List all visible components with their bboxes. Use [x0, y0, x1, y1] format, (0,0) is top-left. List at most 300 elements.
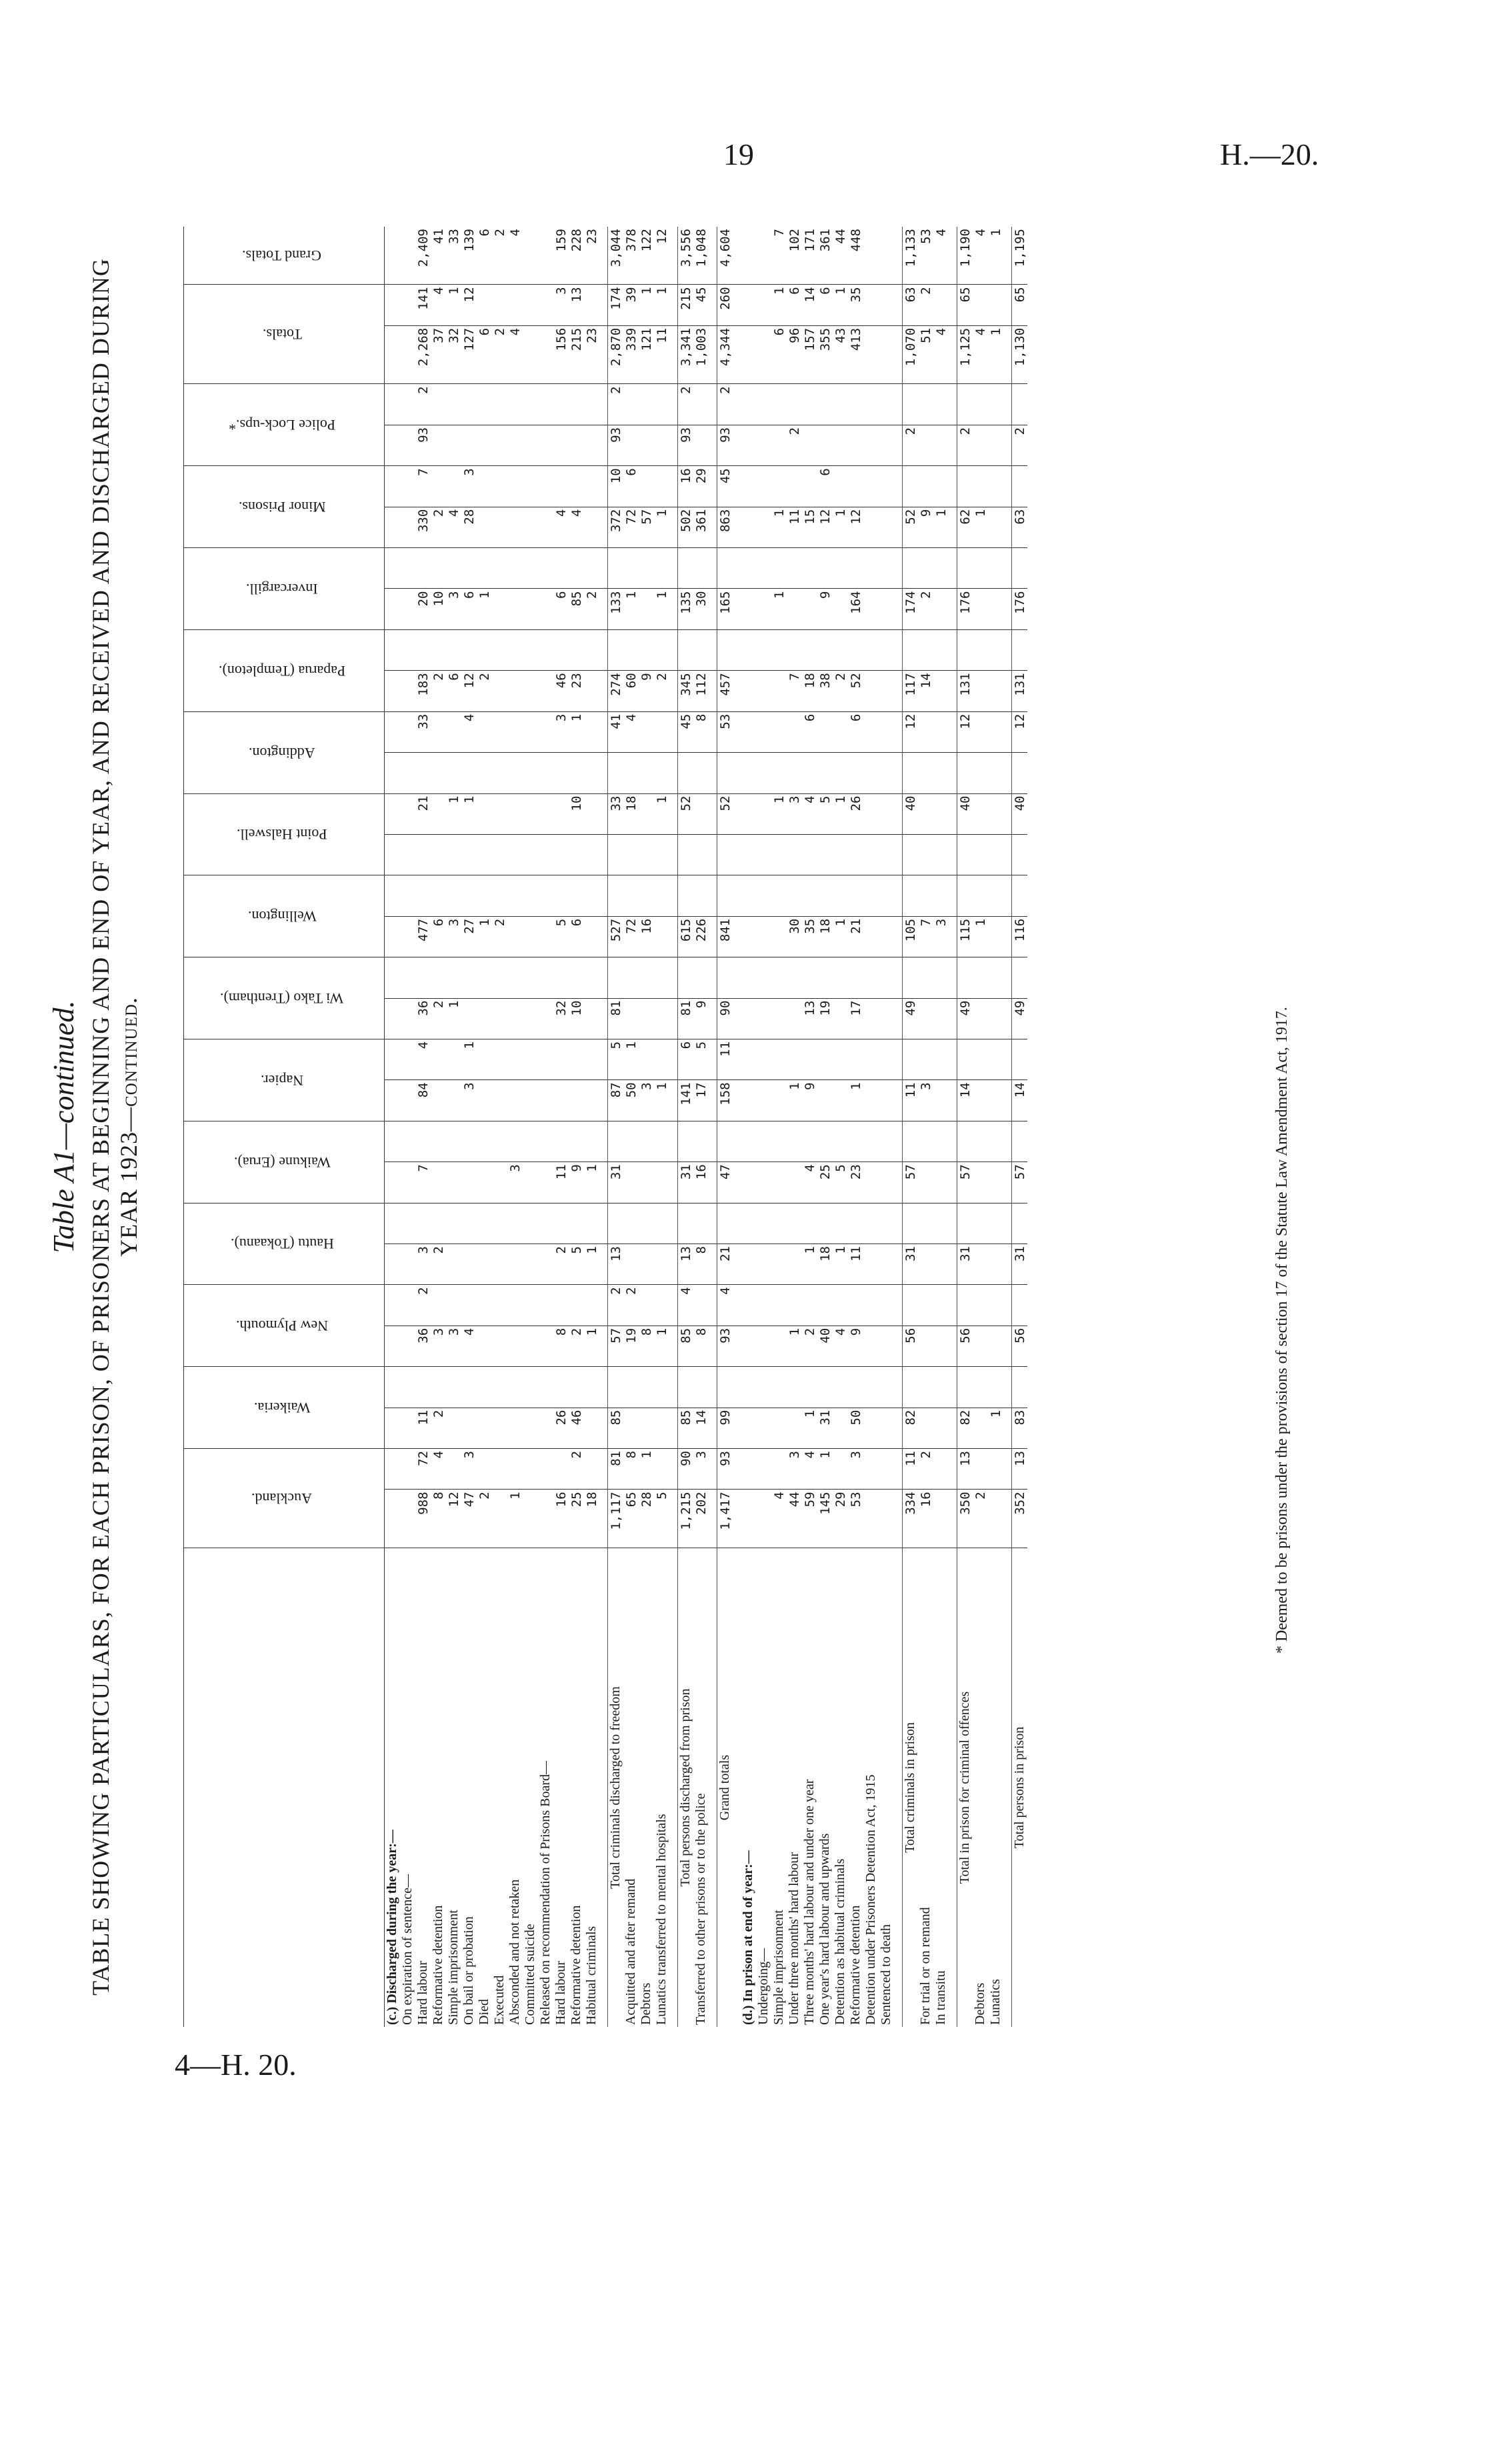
table-cell: [741, 384, 756, 425]
table-cell: [623, 834, 639, 875]
table-cell: [973, 548, 988, 589]
table-cell: [957, 1203, 973, 1244]
table-cell: [584, 1121, 599, 1161]
table-cell: [973, 834, 988, 875]
table-cell: [1012, 875, 1028, 916]
table-cell: [553, 1285, 569, 1326]
table-cell: [863, 1121, 879, 1161]
table-cell: 145: [817, 1490, 833, 1548]
table-cell: 17: [693, 1080, 709, 1121]
table-cell: 2: [477, 671, 492, 711]
table-cell: [492, 425, 507, 465]
table-cell: [709, 998, 717, 1039]
table-cell: [654, 875, 669, 916]
table-cell: [756, 325, 771, 384]
row-label: Debtors: [639, 1982, 653, 2025]
table-cell: [654, 548, 669, 589]
row-label: Died: [477, 1999, 491, 2025]
table-cell: 1: [584, 1162, 599, 1203]
table-row: [461, 227, 477, 2027]
table-row: [385, 227, 401, 2027]
column-header: [184, 227, 385, 285]
table-cell: 1: [477, 589, 492, 629]
table-cell: [1012, 1039, 1028, 1079]
table-cell: [903, 466, 919, 507]
table-cell: 477: [415, 916, 431, 957]
table-cell: [693, 1367, 709, 1408]
table-cell: [918, 466, 933, 507]
table-cell: [833, 957, 848, 998]
table-cell: 8: [431, 1490, 446, 1548]
table-cell: [733, 671, 741, 711]
table-cell: [756, 1121, 771, 1161]
table-cell: [669, 1326, 678, 1366]
table-cell: [717, 957, 733, 998]
table-cell: [988, 466, 1003, 507]
table-cell: [507, 1285, 523, 1326]
table-row: [400, 227, 415, 2027]
table-cell: [523, 1367, 538, 1408]
table-cell: 1: [639, 1449, 654, 1490]
table-cell: [733, 285, 741, 325]
table-cell: 4: [623, 711, 639, 752]
table-cell: [669, 227, 678, 285]
table-cell: 8: [639, 1326, 654, 1366]
table-cell: [431, 425, 446, 465]
table-cell: [477, 425, 492, 465]
table-cell: 448: [848, 227, 863, 285]
table-cell: [709, 1408, 717, 1448]
table-cell: 38: [817, 671, 833, 711]
table-cell: 1,048: [693, 227, 709, 285]
table-cell: [400, 875, 415, 916]
table-cell: [973, 998, 988, 1039]
table-cell: [771, 1080, 787, 1121]
table-cell: 4: [833, 1326, 848, 1366]
table-cell: 3: [461, 466, 477, 507]
table-row: [1003, 227, 1012, 2027]
table-row: [678, 227, 694, 2027]
table-cell: [756, 548, 771, 589]
table-cell: [771, 1244, 787, 1285]
table-cell: [446, 957, 461, 998]
table-cell: [863, 1203, 879, 1244]
table-cell: [385, 1285, 401, 1326]
table-cell: [599, 629, 608, 670]
table-cell: [654, 711, 669, 752]
table-cell: [879, 425, 894, 465]
table-cell: [903, 753, 919, 793]
table-cell: [623, 425, 639, 465]
table-cell: [400, 1285, 415, 1326]
table-cell: [400, 671, 415, 711]
column-header-label: Hautu (Tokaanu).: [230, 1236, 334, 1253]
table-cell: [1003, 227, 1012, 285]
table-cell: [538, 507, 553, 547]
table-cell: [894, 1121, 903, 1161]
table-cell: [903, 548, 919, 589]
table-cell: [988, 1203, 1003, 1244]
table-cell: [949, 957, 957, 998]
table-cell: [894, 1244, 903, 1285]
table-cell: [415, 834, 431, 875]
table-cell: [446, 711, 461, 752]
table-cell: [741, 1490, 756, 1548]
table-cell: [787, 1203, 802, 1244]
label-column-header: [184, 1548, 385, 2027]
table-cell: 52: [678, 793, 694, 834]
row-label: Hard labour: [415, 1960, 430, 2025]
table-cell: 1: [771, 507, 787, 547]
table-cell: [654, 957, 669, 998]
table-cell: [1003, 1039, 1012, 1079]
table-cell: [669, 1244, 678, 1285]
table-cell: [1003, 793, 1012, 834]
table-cell: [599, 1326, 608, 1366]
table-cell: [879, 1490, 894, 1548]
table-cell: [669, 753, 678, 793]
table-cell: 90: [717, 998, 733, 1039]
table-cell: [933, 466, 949, 507]
table-cell: 4,344: [717, 325, 733, 384]
table-cell: [863, 589, 879, 629]
table-cell: [709, 834, 717, 875]
table-cell: [639, 589, 654, 629]
table-cell: 31: [1012, 1244, 1028, 1285]
table-cell: 350: [957, 1490, 973, 1548]
table-cell: [787, 1285, 802, 1326]
table-cell: [709, 466, 717, 507]
table-cell: [848, 1285, 863, 1326]
table-cell: [933, 1080, 949, 1121]
table-cell: 4: [461, 711, 477, 752]
table-cell: [949, 548, 957, 589]
table-cell: [863, 227, 879, 285]
table-cell: [833, 425, 848, 465]
table-cell: [933, 285, 949, 325]
column-header-label: Addington.: [249, 744, 315, 761]
table-cell: [654, 998, 669, 1039]
table-cell: 12: [903, 711, 919, 752]
table-cell: [639, 1285, 654, 1326]
table-cell: 1: [446, 793, 461, 834]
table-cell: [553, 548, 569, 589]
table-cell: [787, 1162, 802, 1203]
table-cell: 36: [415, 998, 431, 1039]
row-label: Detention as habitual criminals: [833, 1858, 847, 2025]
table-cell: [507, 1244, 523, 1285]
table-cell: [431, 711, 446, 752]
table-cell: [973, 466, 988, 507]
table-cell: 1: [933, 507, 949, 547]
table-cell: [1003, 998, 1012, 1039]
table-cell: 2: [431, 1244, 446, 1285]
table-cell: [599, 1203, 608, 1244]
table-cell: [863, 507, 879, 547]
table-cell: 41: [608, 711, 624, 752]
table-cell: [933, 1244, 949, 1285]
table-cell: [949, 916, 957, 957]
table-cell: [817, 1285, 833, 1326]
table-cell: [385, 711, 401, 752]
row-label: Debtors: [973, 1982, 987, 2025]
table-cell: 2: [431, 998, 446, 1039]
table-cell: [756, 1039, 771, 1079]
table-cell: [879, 1039, 894, 1079]
table-cell: [733, 998, 741, 1039]
table-cell: [400, 834, 415, 875]
table-cell: [584, 1039, 599, 1079]
table-cell: [933, 671, 949, 711]
table-cell: 413: [848, 325, 863, 384]
table-cell: 361: [693, 507, 709, 547]
table-cell: [717, 834, 733, 875]
table-cell: [669, 875, 678, 916]
table-cell: [623, 1408, 639, 1448]
table-cell: [1012, 753, 1028, 793]
table-cell: [415, 629, 431, 670]
table-cell: [584, 425, 599, 465]
table-cell: [492, 671, 507, 711]
table-cell: 5: [833, 1162, 848, 1203]
table-cell: [879, 793, 894, 834]
table-cell: [599, 1285, 608, 1326]
row-label: Reformative detention: [431, 1905, 445, 2025]
table-cell: 81: [608, 1449, 624, 1490]
table-cell: [492, 629, 507, 670]
table-cell: [741, 957, 756, 998]
table-cell: [957, 753, 973, 793]
table-cell: [918, 834, 933, 875]
table-cell: [756, 671, 771, 711]
table-cell: 35: [848, 285, 863, 325]
table-cell: [623, 1203, 639, 1244]
table-cell: [669, 1490, 678, 1548]
table-cell: [446, 1162, 461, 1203]
table-cell: 1,125: [957, 325, 973, 384]
table-cell: 4: [446, 507, 461, 547]
table-cell: [523, 753, 538, 793]
table-cell: 4: [802, 1449, 817, 1490]
table-cell: [385, 227, 401, 285]
table-cell: 18: [817, 1244, 833, 1285]
table-cell: 82: [903, 1408, 919, 1448]
table-cell: [894, 998, 903, 1039]
table-cell: [538, 957, 553, 998]
table-cell: [709, 384, 717, 425]
table-cell: [933, 1162, 949, 1203]
table-cell: [949, 1121, 957, 1161]
table-cell: [833, 1449, 848, 1490]
table-cell: [848, 629, 863, 670]
table-cell: [385, 998, 401, 1039]
table-cell: 141: [678, 1080, 694, 1121]
table-cell: 2: [623, 1285, 639, 1326]
table-cell: [863, 753, 879, 793]
table-cell: 93: [717, 1449, 733, 1490]
table-cell: 63: [903, 285, 919, 325]
table-cell: [400, 1408, 415, 1448]
table-cell: [756, 384, 771, 425]
table-cell: [693, 875, 709, 916]
table-cell: [477, 285, 492, 325]
table-cell: [1003, 1162, 1012, 1203]
table-cell: [492, 1203, 507, 1244]
table-cell: [717, 629, 733, 670]
table-cell: [431, 1121, 446, 1161]
table-cell: [863, 1039, 879, 1079]
table-cell: [523, 1121, 538, 1161]
table-cell: [988, 875, 1003, 916]
table-cell: 41: [431, 227, 446, 285]
table-cell: [507, 507, 523, 547]
table-cell: [733, 548, 741, 589]
column-header-label: Napier.: [260, 1071, 304, 1089]
table-cell: [733, 711, 741, 752]
table-cell: 53: [848, 1490, 863, 1548]
table-cell: 32: [446, 325, 461, 384]
table-cell: [446, 753, 461, 793]
table-cell: [879, 1080, 894, 1121]
column-header: [184, 957, 385, 1039]
table-cell: [848, 384, 863, 425]
table-cell: [894, 753, 903, 793]
table-cell: [507, 589, 523, 629]
table-cell: [787, 711, 802, 752]
table-cell: [933, 957, 949, 998]
table-cell: [523, 1162, 538, 1203]
table-row: [949, 227, 957, 2027]
table-cell: 81: [608, 998, 624, 1039]
table-cell: [933, 1367, 949, 1408]
table-cell: 8: [693, 1326, 709, 1366]
table-cell: [717, 1367, 733, 1408]
table-title: TABLE SHOWING PARTICULARS, FOR EACH PRISON, OF PRISONERS AT BEGINNING AND END OF YEAR, AND RECEIVED AND DISCHARGED DURING YEAR 1923—continued.: [87, 258, 142, 1996]
table-cell: [709, 671, 717, 711]
table-cell: 82: [957, 1408, 973, 1448]
table-cell: [477, 834, 492, 875]
table-cell: [553, 793, 569, 834]
table-cell: [492, 1326, 507, 1366]
table-cell: [599, 548, 608, 589]
table-cell: 352: [1012, 1490, 1028, 1548]
table-cell: [538, 916, 553, 957]
table-cell: [771, 1203, 787, 1244]
table-cell: 19: [623, 1326, 639, 1366]
table-cell: [569, 875, 584, 916]
table-cell: 1: [654, 1326, 669, 1366]
table-cell: [669, 998, 678, 1039]
table-cell: [894, 227, 903, 285]
table-cell: [771, 1285, 787, 1326]
table-cell: [741, 629, 756, 670]
table-cell: 165: [717, 589, 733, 629]
table-cell: [431, 957, 446, 998]
table-cell: [863, 711, 879, 752]
table-cell: [894, 875, 903, 916]
table-cell: [669, 425, 678, 465]
table-cell: [918, 1039, 933, 1079]
table-cell: [599, 1449, 608, 1490]
table-cell: [538, 1449, 553, 1490]
table-cell: [756, 1367, 771, 1408]
table-row: [918, 227, 933, 2027]
row-label: Released on recommendation of Prisons Board—: [538, 1760, 553, 2025]
table-cell: [584, 1080, 599, 1121]
table-cell: [1003, 753, 1012, 793]
table-cell: [385, 589, 401, 629]
table-cell: [523, 671, 538, 711]
table-cell: [507, 834, 523, 875]
table-cell: [1012, 1121, 1028, 1161]
table-cell: 6: [771, 325, 787, 384]
table-cell: [523, 1285, 538, 1326]
table-cell: [669, 285, 678, 325]
table-cell: [523, 916, 538, 957]
table-cell: 3: [431, 1326, 446, 1366]
table-cell: [802, 384, 817, 425]
table-cell: 2: [654, 671, 669, 711]
table-cell: [639, 1162, 654, 1203]
table-cell: [918, 998, 933, 1039]
table-label: Table A1—continued.: [47, 1000, 80, 1254]
table-cell: [477, 548, 492, 589]
table-cell: [385, 1326, 401, 1366]
table-cell: 12: [654, 227, 669, 285]
table-cell: [933, 998, 949, 1039]
row-label: [669, 1548, 678, 2027]
table-cell: [988, 753, 1003, 793]
table-cell: 133: [608, 589, 624, 629]
table-cell: [717, 1203, 733, 1244]
table-cell: [523, 507, 538, 547]
table-cell: [802, 548, 817, 589]
table-cell: [477, 793, 492, 834]
table-cell: [669, 834, 678, 875]
table-cell: [863, 1490, 879, 1548]
table-cell: [949, 466, 957, 507]
table-cell: [553, 1367, 569, 1408]
table-cell: [848, 1039, 863, 1079]
table-cell: [949, 227, 957, 285]
rotated-table-page: [47, 227, 1347, 2027]
table-cell: 8: [693, 1244, 709, 1285]
table-cell: 59: [802, 1490, 817, 1548]
table-cell: [538, 629, 553, 670]
table-cell: [461, 1121, 477, 1161]
table-cell: [584, 629, 599, 670]
table-cell: [669, 507, 678, 547]
column-header: [184, 629, 385, 711]
table-row: [693, 227, 709, 2027]
table-cell: [933, 589, 949, 629]
table-cell: [771, 1039, 787, 1079]
table-cell: 6: [802, 711, 817, 752]
table-cell: [918, 1408, 933, 1448]
table-cell: [949, 1285, 957, 1326]
table-cell: 3,556: [678, 227, 694, 285]
table-cell: [903, 384, 919, 425]
table-cell: [492, 1244, 507, 1285]
table-cell: [918, 384, 933, 425]
table-cell: [523, 325, 538, 384]
table-cell: [863, 957, 879, 998]
table-cell: [741, 834, 756, 875]
table-cell: [933, 1449, 949, 1490]
table-cell: [988, 589, 1003, 629]
table-cell: [385, 1367, 401, 1408]
table-cell: [933, 875, 949, 916]
